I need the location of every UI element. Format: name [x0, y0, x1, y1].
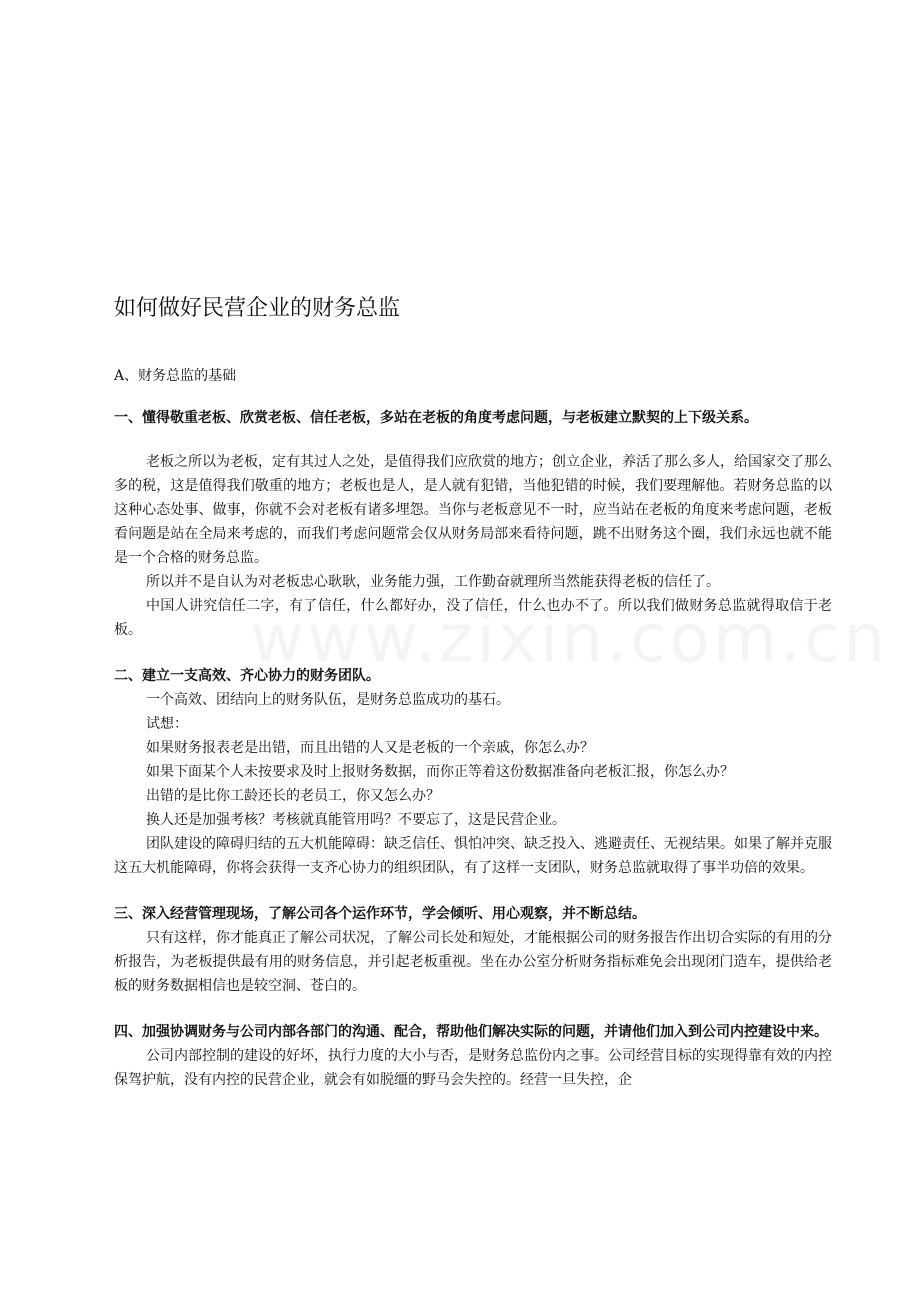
paragraph: 公司内部控制的建设的好坏，执行力度的大小与否，是财务总监份内之事。公司经营目标的实现得靠有效的内控保驾护航，没有内控的民营企业，就会有如脱缰的野马会失控的。经营一旦失控，企 [114, 1048, 832, 1088]
section-heading-1: 一、懂得敬重老板、欣赏老板、信任老板，多站在老板的角度考虑问题，与老板建立默契的上下级关系。 [114, 410, 758, 426]
section-a-label: A、财务总监的基础 [114, 368, 237, 384]
section-heading-4: 四、加强协调财务与公司内部各部门的沟通、配合，帮助他们解决实际的问题，并请他们加入到公司内控建设中来。 [114, 1024, 828, 1040]
paragraph: 试想： [146, 716, 188, 732]
paragraph: 老板之所以为老板，定有其过人之处，是值得我们应欣赏的地方；创立企业，养活了那么多人，给国家交了那么多的税，这是值得我们敬重的地方；老板也是人，是人就有犯错，当他犯错的时候，我们要理解他。若财务总监的以这种心态处事、做事，你就不会对老板有诸多埋怨。当你与老板意见不一时，应当站在老板的角度来考虑问题，老板看问题是站在全局来考虑的，而我们考虑问题常会仅从财务局部来看待问题，跳不出财务这个圈，我们永远也就不能是一个合格的财务总监。 [114, 454, 832, 566]
paragraph: 一个高效、团结向上的财务队伍，是财务总监成功的基石。 [146, 692, 510, 708]
paragraph: 团队建设的障碍归结的五大机能障碍：缺乏信任、惧怕冲突、缺乏投入、逃避责任、无视结果。如果了解并克服这五大机能障碍，你将会获得一支齐心协力的组织团队，有了这样一支团队，财务总监就取得了事半功倍的效果。 [114, 836, 832, 876]
section-heading-2: 二、建立一支高效、齐心协力的财务团队。 [114, 668, 380, 684]
paragraph: 所以并不是自认为对老板忠心耿耿，业务能力强，工作勤奋就理所当然能获得老板的信任了。 [146, 574, 720, 590]
paragraph: 出错的是比你工龄还长的老员工，你又怎么办？ [146, 788, 440, 804]
paragraph: 如果财务报表老是出错，而且出错的人又是老板的一个亲戚，你怎么办？ [146, 740, 594, 756]
document-title: 如何做好民营企业的财务总监 [114, 296, 401, 321]
paragraph: 只有这样，你才能真正了解公司状况，了解公司长处和短处，才能根据公司的财务报告作出切合实际的有用的分析报告，为老板提供最有用的财务信息，并引起老板重视。坐在办公室分析财务指标难免会出现闭门造车，提供给老板的财务数据相信也是较空洞、苍白的。 [114, 930, 832, 994]
paragraph: 中国人讲究信任二字，有了信任，什么都好办，没了信任，什么也办不了。所以我们做财务总监就得取信于老板。 [114, 598, 832, 638]
paragraph: 换人还是加强考核？考核就真能管用吗？不要忘了，这是民营企业。 [146, 812, 566, 828]
document-body [114, 292, 832, 1092]
section-heading-3: 三、深入经营管理现场，了解公司各个运作环节，学会倾听、用心观察，并不断总结。 [114, 906, 646, 922]
paragraph: 如果下面某个人未按要求及时上报财务数据，而你正等着这份数据准备向老板汇报，你怎么办？ [146, 764, 734, 780]
